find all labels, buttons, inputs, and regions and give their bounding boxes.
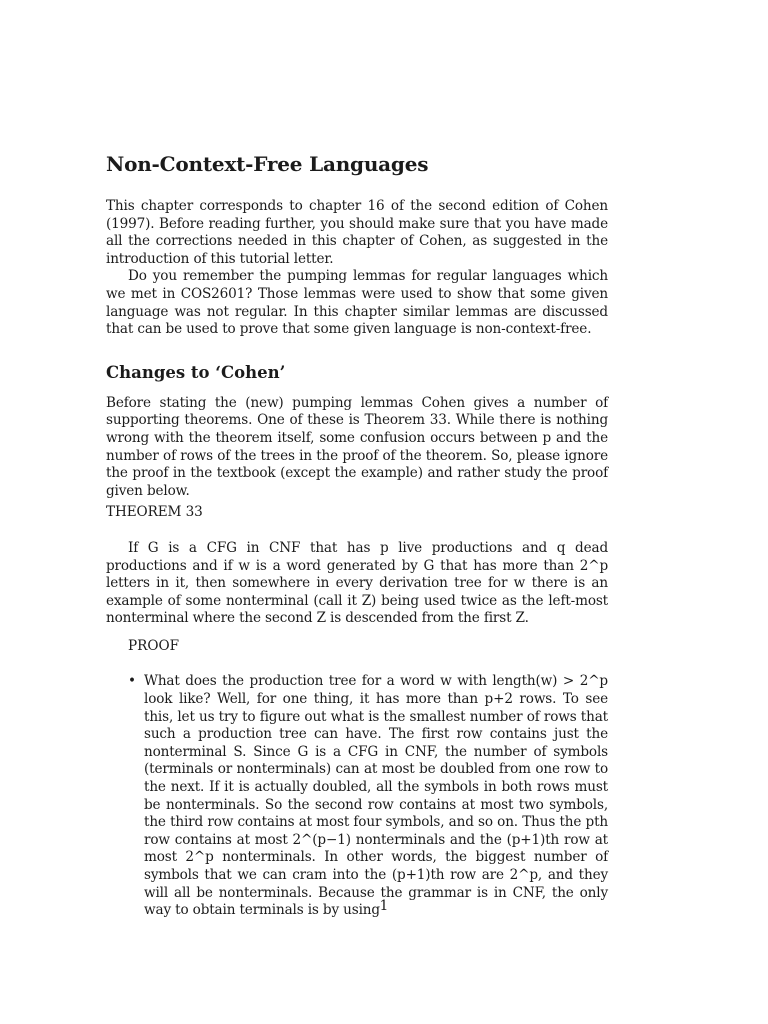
proof-label: PROOF (128, 637, 180, 654)
theorem-statement: If G is a CFG in CNF that has p live productions and q dead productions and if w is a word generated by G that has more than 2^p letters in it, then somewhere in every derivation tree for w there is an example of some nonterminal (call it Z) being used twice as the left-most nonterminal where the second Z is descended from the first Z. (106, 539, 608, 627)
section-paragraph: Before stating the (new) pumping lemmas Cohen gives a number of supporting theorems. One of these is Theorem 33. While there is nothing wrong with the theorem itself, some confusion occurs between p and the number of rows of the trees in the proof of the theorem. So, please ignore the proof in the textbook (except the example) and rather study the proof given below. (106, 394, 608, 499)
intro-paragraph-1: This chapter corresponds to chapter 16 of the second edition of Cohen (1997). Before reading further, you should make sure that you have made all the corrections needed in this chapter of Cohen, as suggested in the introduction of this tutorial letter. (106, 198, 608, 267)
bullet-icon: • (128, 673, 137, 690)
section-heading: Changes to ‘Cohen’ (106, 362, 286, 382)
theorem-label: THEOREM 33 (106, 504, 203, 521)
page-content (106, 150, 608, 920)
intro-paragraph-2: Do you remember the pumping lemmas for regular languages which we met in COS2601? Those lemmas were used to show that some given language was not regular. In this chapter similar lemmas are discussed that can be used to prove that some given language is non-context-free. (106, 268, 608, 338)
proof-bullet-text: What does the production tree for a word w with length(w) > 2^p look like? Well, for one thing, it has more than p+2 rows. To see this, let us try to figure out what is the smallest number of rows that such a production tree can have. The first row contains just the nonterminal S. Since G is a CFG in CNF, the number of symbols (terminals or nonterminals) can at most be doubled from one row to the next. If it is actually doubled, all the symbols in both rows must be nonterminals. So the second row contains at most two symbols, the third row contains at most four symbols, and so on. Thus the pth row contains at most 2^(p−1) nonterminals and the (p+1)th row at most 2^p nonterminals. In other words, the biggest number of symbols that we can cram into the (p+1)th row are 2^p, and they will all be nonterminals. Because the grammar is in CNF, the only way to obtain terminals is by using (144, 673, 608, 919)
chapter-title: Non-Context-Free Languages (106, 152, 429, 176)
proof-bullet-item (106, 673, 608, 919)
page-number: 1 (379, 898, 389, 914)
proof-bullet-list (106, 673, 608, 919)
